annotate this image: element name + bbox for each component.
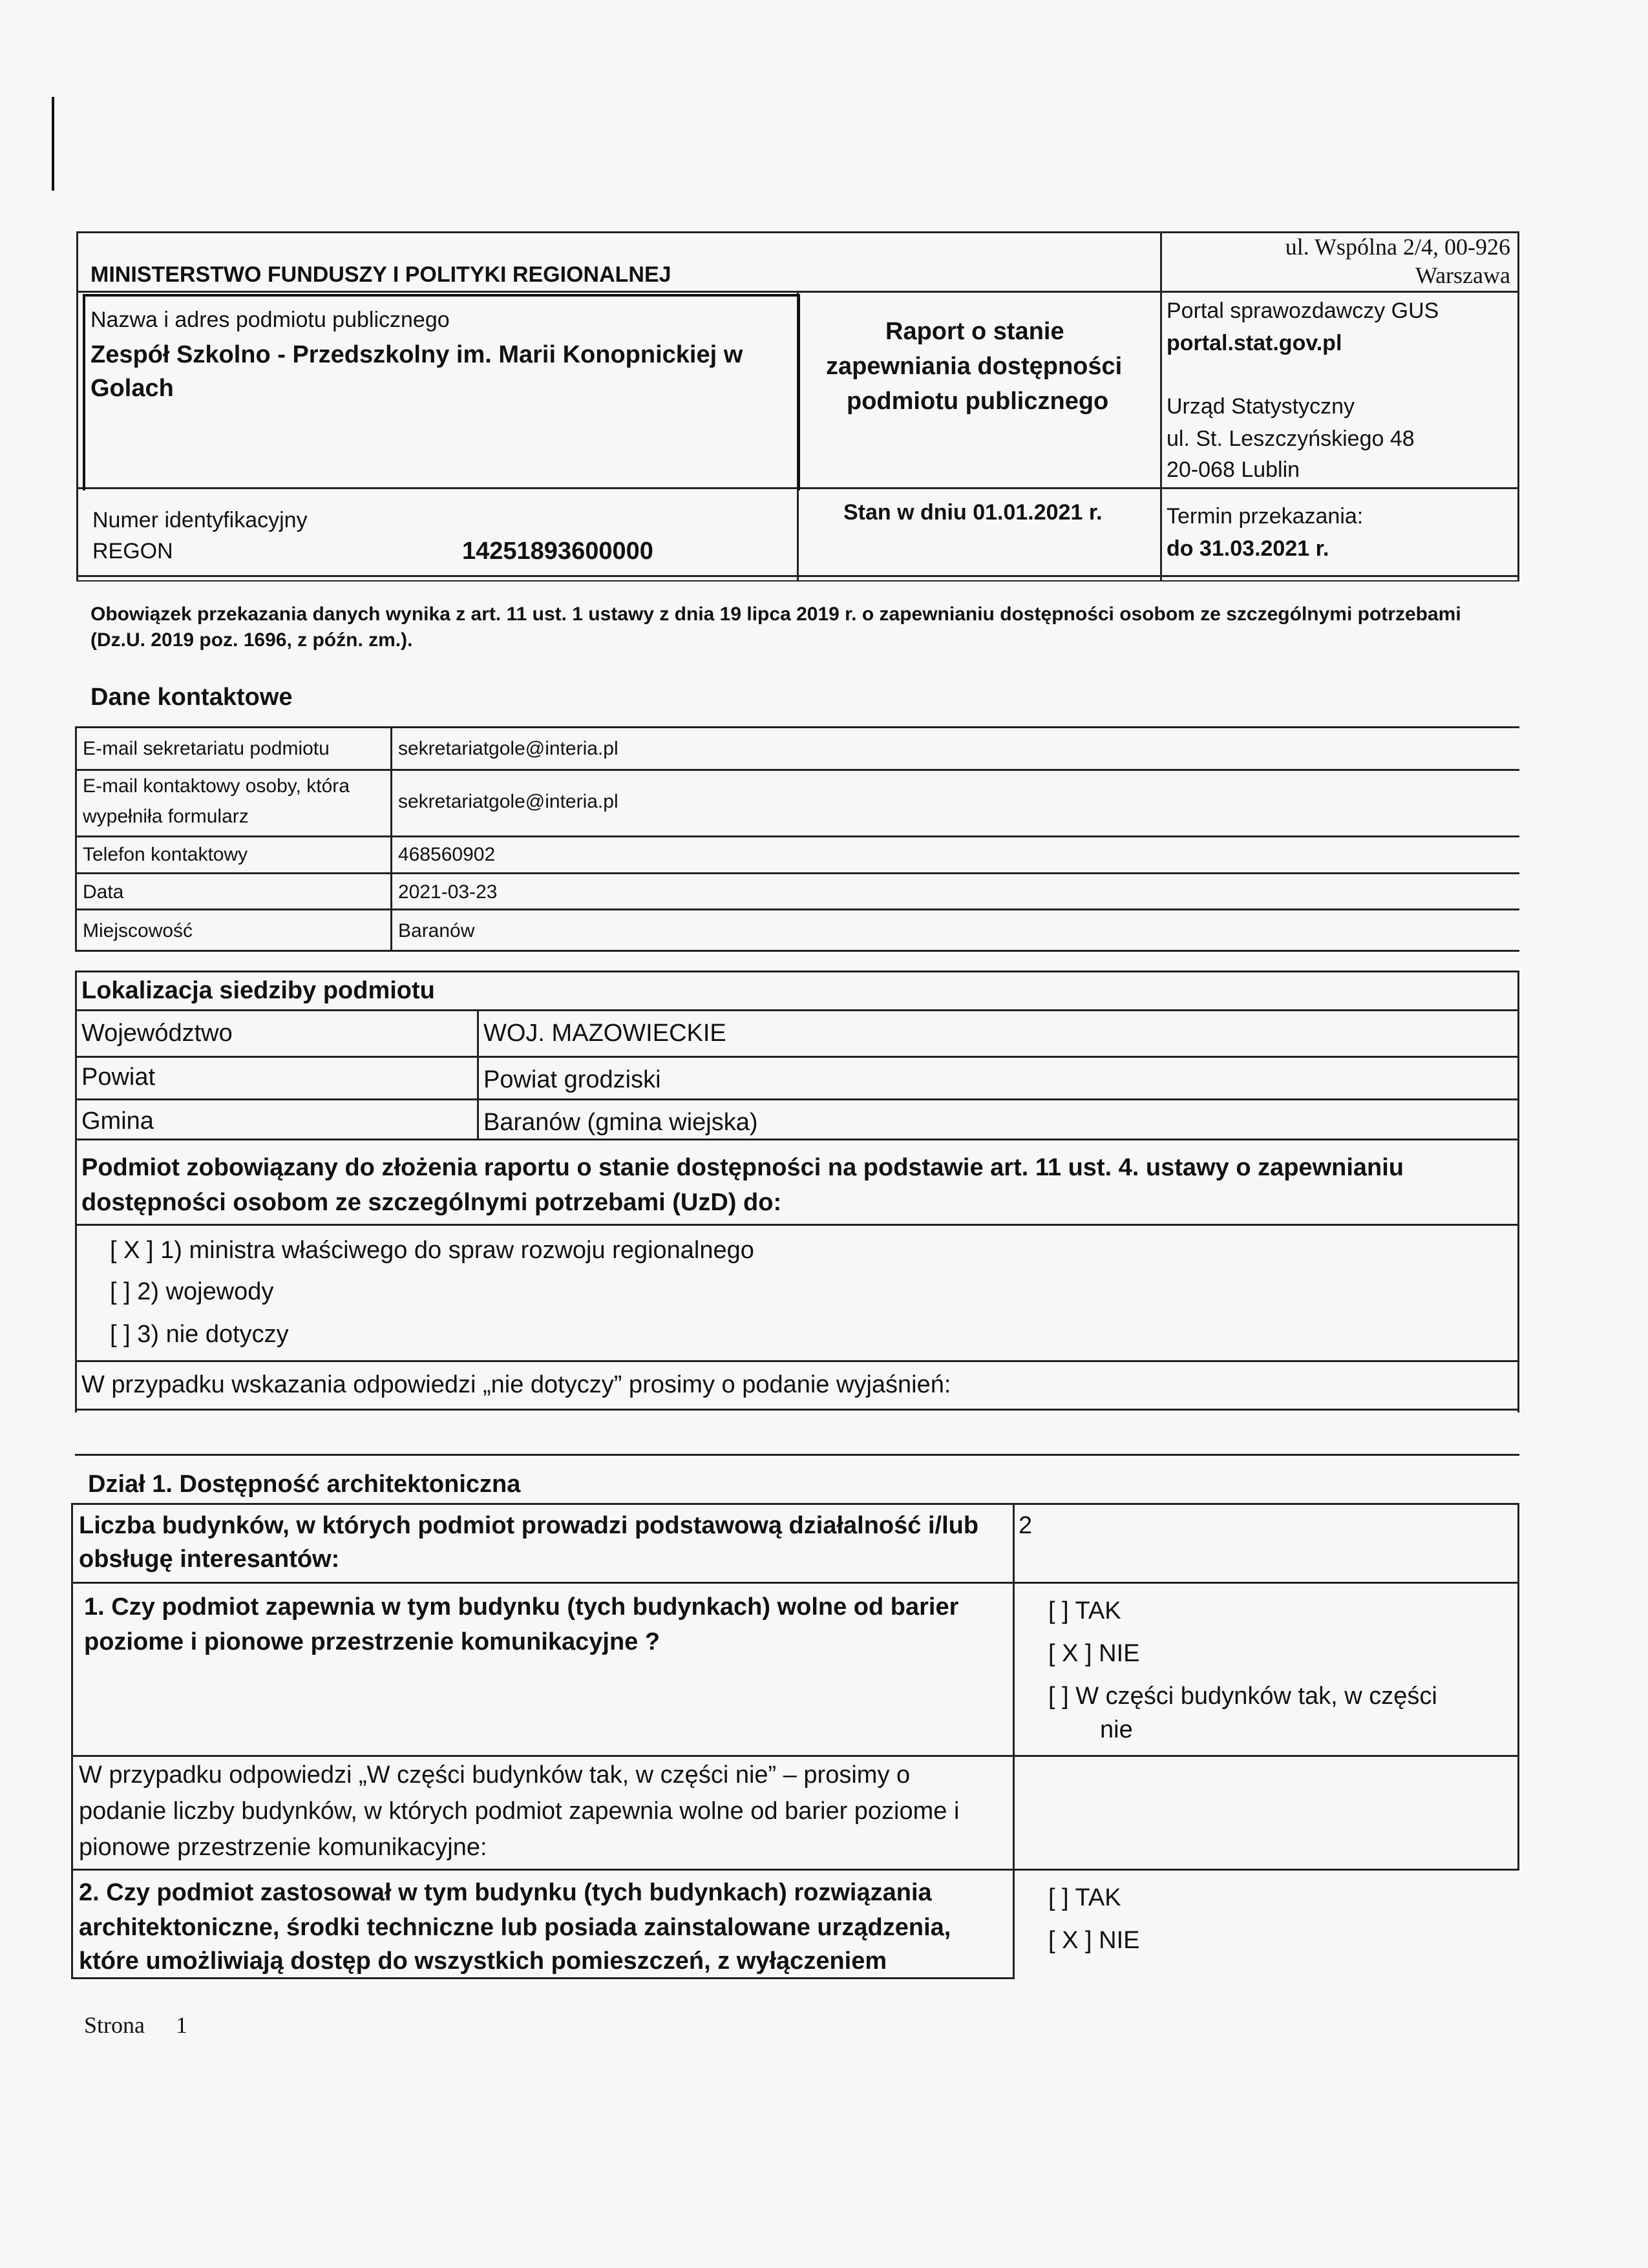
entity-name-line2: Golach: [90, 375, 174, 402]
entity-name-line1: Zespół Szkolno - Przedszkolny im. Marii Konopnickiej w: [90, 341, 743, 368]
report-title-line3: podmiotu publicznego: [847, 388, 1109, 415]
office-street: ul. St. Leszczyńskiego 48: [1167, 426, 1415, 451]
obliged-heading-line2: dostępności osobom ze szczególnymi potrzebami (UzD) do:: [81, 1189, 782, 1216]
regon-value: 14251893600000: [462, 538, 653, 565]
q2-line1: 2. Czy podmiot zastosował w tym budynku (tych budynkach) rozwiązania: [79, 1879, 932, 1906]
deadline-label: Termin przekazania:: [1167, 504, 1364, 529]
obligation-line1: Obowiązek przekazania danych wynika z art. 11 ust. 1 ustawy z dnia 19 lipca 2019 r. o zapewnianiu dostępności osobom ze szczególnymi potrzebami: [90, 604, 1461, 625]
contact-row-value: sekretariatgole@interia.pl: [398, 738, 618, 759]
contact-row-label: Miejscowość: [83, 920, 193, 941]
buildings-count: 2: [1019, 1512, 1033, 1539]
location-heading: Lokalizacja siedziby podmiotu: [81, 977, 435, 1004]
location-row-label: Powiat: [81, 1064, 156, 1091]
location-row-value: Powiat grodziski: [483, 1066, 661, 1093]
contact-row-value: Baranów: [398, 920, 475, 941]
obliged-option[interactable]: [ X ] 1) ministra właściwego do spraw rozwoju regionalnego: [110, 1237, 754, 1264]
contact-heading: Dane kontaktowe: [90, 684, 293, 711]
section1-heading: Dział 1. Dostępność architektoniczna: [88, 1471, 521, 1498]
q1b-line3: pionowe przestrzenie komunikacyjne:: [79, 1834, 487, 1861]
obliged-option[interactable]: [ ] 2) wojewody: [110, 1278, 274, 1305]
contact-row-label-cont: wypełniła formularz: [83, 806, 249, 827]
id-label: Numer identyfikacyjny: [92, 508, 308, 532]
contact-row-value: sekretariatgole@interia.pl: [398, 791, 618, 812]
q1-option-yes[interactable]: [ ] TAK: [1048, 1597, 1121, 1624]
q2-option-yes[interactable]: [ ] TAK: [1048, 1884, 1121, 1911]
q1b-line2: podanie liczby budynków, w których podmiot zapewnia wolne od barier poziome i: [79, 1798, 960, 1825]
q2-line3: które umożliwiają dostęp do wszystkich pomieszczeń, z wyłączeniem: [79, 1948, 887, 1975]
scan-mark: [52, 97, 54, 191]
contact-row-label: E-mail sekretariatu podmiotu: [83, 738, 330, 759]
page-number: 1: [176, 2012, 187, 2038]
state-date: Stan w dniu 01.01.2021 r.: [843, 500, 1103, 525]
q1b-line1: W przypadku odpowiedzi „W części budynków tak, w części nie” – prosimy o: [79, 1761, 911, 1789]
buildings-question-line2: obsługę interesantów:: [79, 1546, 340, 1573]
q2-option-no[interactable]: [ X ] NIE: [1048, 1927, 1140, 1954]
obliged-option[interactable]: [ ] 3) nie dotyczy: [110, 1321, 289, 1348]
office-postcode: 20-068 Lublin: [1167, 457, 1300, 482]
q2-line2: architektoniczne, środki techniczne lub posiada zainstalowane urządzenia,: [79, 1914, 951, 1941]
ministry-address-line1: ul. Wspólna 2/4, 00-926: [1285, 234, 1510, 260]
deadline-value: do 31.03.2021 r.: [1167, 536, 1329, 561]
regon-label: REGON: [92, 539, 173, 563]
contact-row-value: 468560902: [398, 844, 496, 865]
location-row-value: Baranów (gmina wiejska): [483, 1109, 758, 1136]
buildings-question-line1: Liczba budynków, w których podmiot prowadzi podstawową działalność i/lub: [79, 1512, 979, 1539]
portal-label: Portal sprawozdawczy GUS: [1167, 299, 1439, 323]
contact-row-label: Telefon kontaktowy: [83, 844, 248, 865]
ministry-address-line2: Warszawa: [1415, 262, 1510, 288]
q1-line2: poziome i pionowe przestrzenie komunikacyjne ?: [84, 1628, 660, 1655]
entity-label: Nazwa i adres podmiotu publicznego: [90, 308, 450, 332]
report-title-line2: zapewniania dostępności: [826, 353, 1123, 380]
ministry-name: MINISTERSTWO FUNDUSZY I POLITYKI REGIONALNEJ: [90, 262, 671, 287]
page-label: Strona: [84, 2012, 145, 2038]
location-row-label: Gmina: [81, 1108, 154, 1135]
location-row-label: Województwo: [81, 1020, 233, 1047]
q1-option-partial[interactable]: [ ] W części budynków tak, w części: [1048, 1683, 1437, 1710]
q1-option-no[interactable]: [ X ] NIE: [1048, 1640, 1140, 1667]
contact-row-value: 2021-03-23: [398, 881, 498, 903]
portal-url: portal.stat.gov.pl: [1167, 331, 1342, 355]
location-row-value: WOJ. MAZOWIECKIE: [483, 1020, 726, 1047]
q1-option-partial-cont: nie: [1100, 1716, 1133, 1743]
obligation-line2: (Dz.U. 2019 poz. 1696, z późn. zm.).: [90, 629, 413, 651]
obliged-explain: W przypadku wskazania odpowiedzi „nie dotyczy” prosimy o podanie wyjaśnień:: [81, 1371, 951, 1398]
report-title-line1: Raport o stanie: [885, 318, 1064, 345]
contact-row-label: E-mail kontaktowy osoby, która: [83, 775, 350, 797]
q1-line1: 1. Czy podmiot zapewnia w tym budynku (tych budynkach) wolne od barier: [84, 1593, 959, 1621]
obliged-heading-line1: Podmiot zobowiązany do złożenia raportu o stanie dostępności na podstawie art. 11 ust. 4. ustawy o zapewnianiu: [81, 1154, 1404, 1181]
office-name: Urząd Statystyczny: [1167, 394, 1355, 419]
contact-row-label: Data: [83, 881, 124, 903]
